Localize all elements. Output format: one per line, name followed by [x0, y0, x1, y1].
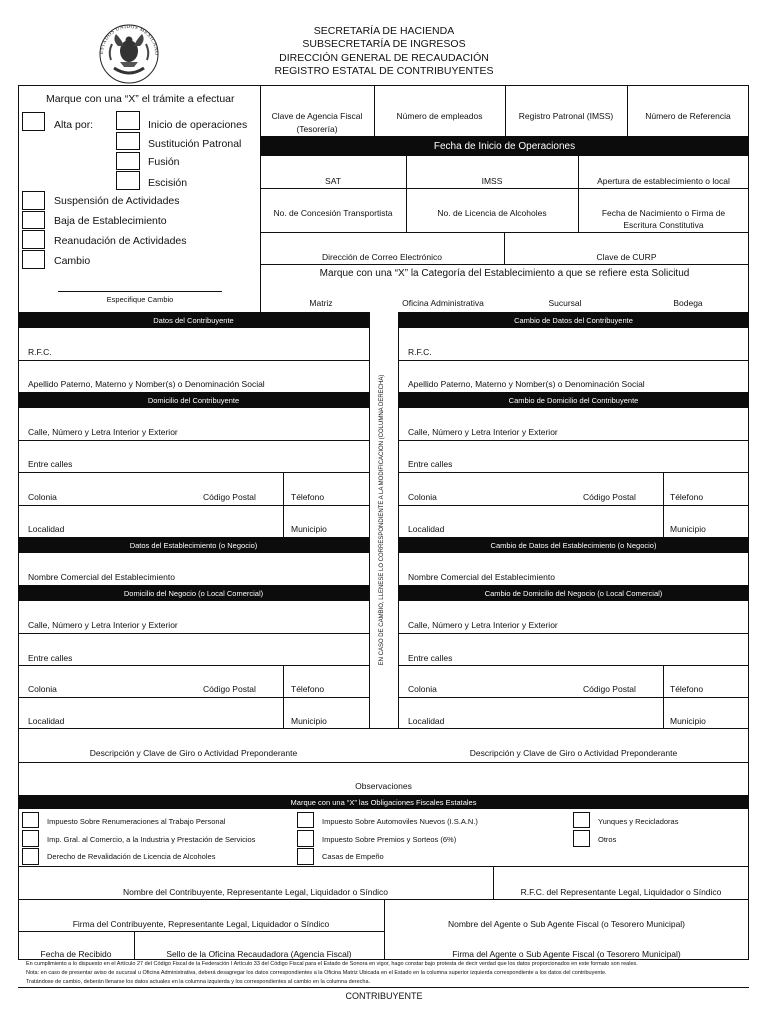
especifique-cambio-label: Especifique Cambio: [106, 295, 174, 304]
observaciones-label: Observaciones: [355, 781, 412, 791]
categoria-sucursal[interactable]: Sucursal: [548, 298, 582, 308]
fecha-nacimiento-label-2: Escritura Constitutiva: [623, 220, 704, 230]
categoria-matriz[interactable]: Matriz: [309, 298, 333, 308]
curp-label: Clave de CURP: [596, 252, 657, 262]
checkbox-sustitucion-patronal[interactable]: [116, 132, 140, 150]
concesion-label: No. de Concesión Transportista: [273, 208, 393, 218]
obligacion-yunques: Yunques y Recicladoras: [598, 817, 679, 826]
header-title-2: SUBSECRETARÍA DE INGRESOS: [302, 38, 466, 50]
right-calle-label: Calle, Número y Letra Interior y Exterior: [408, 427, 558, 437]
rfc-representante-label: R.F.C. del Representante Legal, Liquidador o Síndico: [520, 887, 722, 897]
obligacion-isan: Impuesto Sobre Automoviles Nuevos (I.S.A.N.): [322, 817, 478, 826]
categoria-bodega[interactable]: Bodega: [673, 298, 703, 308]
right-giro-label: Descripción y Clave de Giro o Actividad Preponderante: [469, 748, 678, 758]
header-title-1: SECRETARÍA DE HACIENDA: [313, 25, 455, 37]
left-colonia2-label: Colonia: [28, 684, 57, 694]
left-municipio-label: Municipio: [291, 524, 327, 534]
categoria-heading: Marque con una “X” la Categoría del Establecimiento a que se refiere esta Solicitud: [319, 268, 690, 279]
option-reanudacion: Reanudación de Actividades: [54, 235, 187, 247]
vertical-note-text: EN CASO DE CAMBIO, LLENESE LO CORRESPONDIENTE A LA MODIFICACION (COLUMNA DERECHA): [379, 374, 385, 666]
left-colonia-label: Colonia: [28, 492, 57, 502]
fecha-recibido-label: Fecha de Recibido: [40, 949, 112, 959]
nombre-contribuyente-label: Nombre del Contribuyente, Representante Legal, Liquidador o Síndico: [122, 887, 389, 897]
sello-label: Sello de la Oficina Recaudadora (Agencia Fiscal): [166, 949, 352, 959]
checkbox-obligacion-renumeraciones[interactable]: [22, 812, 39, 828]
left-nombre-comercial-label: Nombre Comercial del Establecimiento: [28, 572, 175, 582]
checkbox-inicio-operaciones[interactable]: [116, 111, 140, 130]
right-colonia-label: Colonia: [408, 492, 437, 502]
left-localidad2-label: Localidad: [28, 716, 65, 726]
alta-por-label: Alta por:: [54, 119, 94, 131]
right-nombre-comercial-label: Nombre Comercial del Establecimiento: [408, 572, 555, 582]
option-cambio: Cambio: [54, 255, 91, 267]
imss-label: IMSS: [481, 176, 503, 186]
datos-establecimiento-bar: Datos del Establecimiento (o Negocio): [18, 537, 369, 553]
footnote-3: Tratándose de cambio, deberán llenarse los datos actuales en la columna izquierda y los correspondientes al cambio en la columna derecha.: [26, 979, 371, 985]
state-seal: [94, 18, 164, 84]
right-calle2-label: Calle, Número y Letra Interior y Exterior: [408, 620, 558, 630]
checkbox-obligacion-otros[interactable]: [573, 830, 590, 847]
footnote-1: En cumplimiento a lo dispuesto en el Artículo 27 del Código Fiscal de la Federación I Artículo 33 del Código Fiscal para el Estado de Sonora en vigor, hago constar bajo protesta de decir verdad que los datos proporcionados en este formato son reales.: [26, 961, 638, 967]
num-referencia-label: Número de Referencia: [645, 111, 731, 121]
option-baja: Baja de Establecimiento: [54, 215, 167, 227]
left-municipio2-label: Municipio: [291, 716, 327, 726]
checkbox-obligacion-empeno[interactable]: [297, 848, 314, 865]
tramite-heading: Marque con una “X” el trámite a efectuar: [46, 93, 235, 105]
seal-text: ESTADOS UNIDOS MEXICANO: [98, 23, 160, 56]
right-municipio2-label: Municipio: [670, 716, 706, 726]
obligacion-comercio: Imp. Gral. al Comercio, a la Industria y Prestación de Servicios: [47, 835, 256, 844]
right-telefono-label: Télefono: [670, 492, 704, 502]
left-localidad-label: Localidad: [28, 524, 65, 534]
checkbox-fusion[interactable]: [116, 152, 140, 170]
left-rfc-label: R.F.C.: [28, 347, 52, 357]
domicilio-negocio-bar: Domicilio del Negocio (o Local Comercial): [18, 585, 369, 601]
num-empleados-label: Número de empleados: [396, 111, 483, 121]
checkbox-obligacion-isan[interactable]: [297, 812, 314, 828]
option-escision: Escisión: [148, 177, 188, 189]
left-entre-calles2-label: Entre calles: [28, 653, 73, 663]
checkbox-alta[interactable]: [22, 112, 45, 131]
left-calle2-label: Calle, Número y Letra Interior y Exterior: [28, 620, 178, 630]
checkbox-suspension[interactable]: [22, 191, 45, 210]
copy-label: CONTRIBUYENTE: [345, 991, 423, 1001]
option-inicio-operaciones: Inicio de operaciones: [148, 119, 248, 131]
right-entre-calles-label: Entre calles: [408, 459, 453, 469]
cambio-domicilio-negocio-bar: Cambio de Domicilio del Negocio (o Local Comercial): [398, 585, 749, 601]
fecha-nacimiento-label-1: Fecha de Nacimiento o Firma de: [601, 208, 726, 218]
obligacion-renumeraciones: Impuesto Sobre Renumeraciones al Trabajo Personal: [47, 817, 226, 826]
left-entre-calles-label: Entre calles: [28, 459, 73, 469]
checkbox-cambio[interactable]: [22, 250, 45, 269]
left-telefono-label: Télefono: [291, 492, 325, 502]
nombre-agente-label: Nombre del Agente o Sub Agente Fiscal (o Tesorero Municipal): [447, 919, 686, 929]
option-suspension: Suspensión de Actividades: [54, 195, 180, 207]
domicilio-contribuyente-bar: Domicilio del Contribuyente: [18, 392, 369, 408]
fecha-inicio-bar: Fecha de Inicio de Operaciones: [260, 136, 749, 156]
right-codigo-postal-label: Código Postal: [583, 492, 636, 502]
right-rfc-label: R.F.C.: [408, 347, 432, 357]
sat-label: SAT: [325, 176, 341, 186]
checkbox-obligacion-yunques[interactable]: [573, 812, 590, 828]
checkbox-reanudacion[interactable]: [22, 230, 45, 249]
obligacion-otros: Otros: [598, 835, 617, 844]
firma-contribuyente-label: Firma del Contribuyente, Representante Legal, Liquidador o Síndico: [72, 919, 330, 929]
correo-label: Dirección de Correo Electrónico: [322, 252, 442, 262]
left-telefono2-label: Télefono: [291, 684, 325, 694]
right-telefono2-label: Télefono: [670, 684, 704, 694]
registro-patronal-label: Registro Patronal (IMSS): [518, 111, 614, 121]
tesoreria-label: (Tesorería): [296, 124, 338, 134]
left-codigo-postal-label: Código Postal: [203, 492, 256, 502]
firma-agente-label: Firma del Agente o Sub Agente Fiscal (o Tesorero Municipal): [452, 949, 681, 959]
right-apellido-label: Apellido Paterno, Materno y Nomber(s) o Denominación Social: [408, 379, 645, 389]
clave-agencia-label: Clave de Agencia Fiscal: [271, 111, 363, 121]
checkbox-escision[interactable]: [116, 171, 140, 190]
option-fusion: Fusión: [148, 156, 180, 168]
left-giro-label: Descripción y Clave de Giro o Actividad Preponderante: [89, 748, 298, 758]
obligacion-empeno: Casas de Empeño: [322, 852, 384, 861]
checkbox-obligacion-premios[interactable]: [297, 830, 314, 847]
obligaciones-bar: Marque con una “X” las Obligaciones Fiscales Estatales: [18, 795, 749, 809]
obligacion-premios: Impuesto Sobre Premios y Sorteos (6%): [322, 835, 457, 844]
left-calle-label: Calle, Número y Letra Interior y Exterior: [28, 427, 178, 437]
vertical-note: [369, 312, 398, 728]
datos-contribuyente-bar: Datos del Contribuyente: [18, 312, 369, 328]
right-municipio-label: Municipio: [670, 524, 706, 534]
checkbox-baja[interactable]: [22, 211, 45, 229]
footnote-2: Nota: en caso de presentar aviso de sucursal u Oficina Administrativa, deberá desagregar los datos correspondientes a la Oficina Matriz Ubicada en el Estado en la columna superior izquierda correspondiente a los datos del contribuyente.: [26, 970, 607, 976]
header-title-3: DIRECCIÓN GENERAL DE RECAUDACIÓN: [279, 52, 489, 64]
checkbox-obligacion-comercio[interactable]: [22, 830, 39, 847]
right-entre-calles2-label: Entre calles: [408, 653, 453, 663]
obligacion-alcoholes: Derecho de Revalidación de Licencia de Alcoholes: [47, 852, 216, 861]
right-codigo-postal2-label: Código Postal: [583, 684, 636, 694]
right-colonia2-label: Colonia: [408, 684, 437, 694]
licencia-alcoholes-label: No. de Licencia de Alcoholes: [437, 208, 547, 218]
left-apellido-label: Apellido Paterno, Materno y Nomber(s) o Denominación Social: [28, 379, 265, 389]
option-sustitucion-patronal: Sustitución Patronal: [148, 138, 242, 150]
left-codigo-postal2-label: Código Postal: [203, 684, 256, 694]
cambio-datos-contribuyente-bar: Cambio de Datos del Contribuyente: [398, 312, 749, 328]
apertura-label: Apertura de establecimiento o local: [597, 176, 730, 186]
right-localidad-label: Localidad: [408, 524, 445, 534]
cambio-datos-establecimiento-bar: Cambio de Datos del Establecimiento (o Negocio): [398, 537, 749, 553]
header-title-4: REGISTRO ESTATAL DE CONTRIBUYENTES: [274, 65, 494, 77]
checkbox-obligacion-alcoholes[interactable]: [22, 848, 39, 865]
right-localidad2-label: Localidad: [408, 716, 445, 726]
categoria-oficina-administrativa[interactable]: Oficina Administrativa: [402, 298, 484, 308]
cambio-domicilio-contribuyente-bar: Cambio de Domicilio del Contribuyente: [398, 392, 749, 408]
